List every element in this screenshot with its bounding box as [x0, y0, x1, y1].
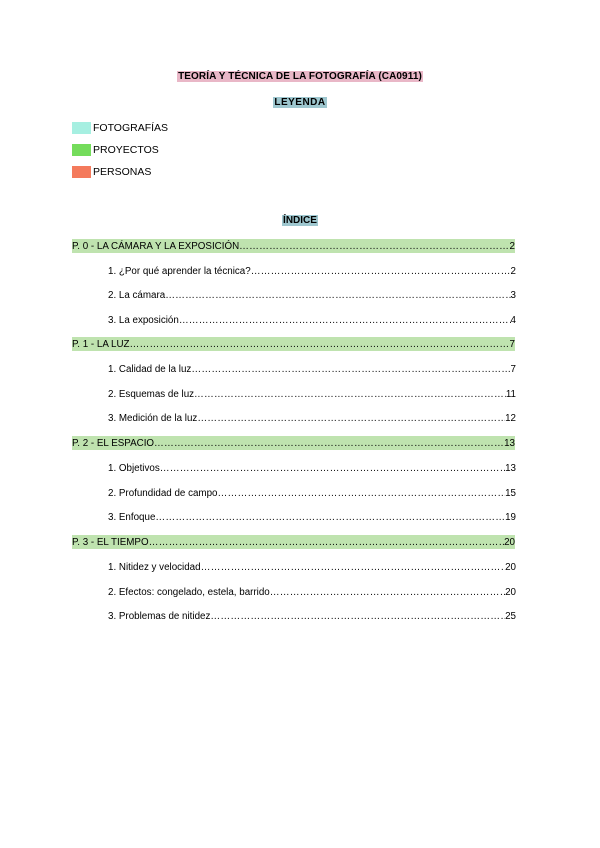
toc-page-number: 2 [510, 265, 516, 277]
toc-page-number: 11 [505, 388, 516, 400]
legend-swatch [72, 144, 91, 156]
legend-label: FOTOGRAFÍAS [93, 122, 169, 134]
document-title: TEORÍA Y TÉCNICA DE LA FOTOGRAFÍA (CA0911) [178, 71, 422, 82]
toc-page-number: 12 [505, 412, 516, 424]
toc-leader [197, 413, 505, 424]
toc-entry-2-1[interactable]: 1. Objetivos …………………………………………………………………………………………………………………………………………………………………………………… 13 [108, 461, 516, 475]
toc-page-number: 20 [504, 536, 515, 548]
toc-leader [191, 364, 510, 375]
toc-part-3[interactable]: P. 3 - EL TIEMPO …………………………………………………………………………………………………………………………………………………………………………………… 20 [72, 535, 515, 549]
toc-leader [270, 587, 505, 598]
legend-item-fotografias [72, 122, 168, 134]
toc-page-number: 13 [505, 462, 516, 474]
toc-leader [149, 537, 505, 548]
legend-item-proyectos [72, 144, 159, 156]
toc-leader [179, 315, 511, 326]
toc-page-number: 3 [510, 289, 516, 301]
toc-entry-3-1[interactable]: 1. Nitidez y velocidad …………………………………………………………………………………………………………………………………………………………………………………… 20 [108, 560, 516, 574]
toc-leader [251, 266, 511, 277]
toc-leader [217, 488, 505, 499]
toc-entry-0-2[interactable]: 2. La cámara …………………………………………………………………………………………………………………………………………………………………………………… 3 [108, 288, 516, 302]
toc-part-0[interactable]: P. 0 - LA CÁMARA Y LA EXPOSICIÓN …………………………………………………………………………………………………………………………………………………………………………………… 2 [72, 239, 515, 253]
legend-swatch [72, 166, 91, 178]
toc-entry-1-3[interactable]: 3. Medición de la luz …………………………………………………………………………………………………………………………………………………………………………………… 12 [108, 411, 516, 425]
toc-entry-0-1[interactable]: 1. ¿Por qué aprender la técnica? …………………………………………………………………………………………………………………………………………………………………………………… 2 [108, 264, 516, 278]
toc-page-number: 7 [509, 338, 515, 350]
legend-item-personas [72, 166, 151, 178]
toc-part-1[interactable]: P. 1 - LA LUZ …………………………………………………………………………………………………………………………………………………………………………………… 7 [72, 337, 515, 351]
toc-page-number: 13 [504, 437, 515, 449]
toc-page-number: 20 [505, 586, 516, 598]
toc-page-number: 7 [510, 363, 516, 375]
toc-page-number: 25 [505, 610, 516, 622]
legend-label: PROYECTOS [93, 144, 159, 156]
legend-label: PERSONAS [93, 166, 152, 178]
toc-leader [210, 611, 505, 622]
legend-heading: LEYENDA [274, 97, 326, 108]
toc-leader [239, 241, 509, 252]
toc-leader [130, 339, 510, 350]
toc-leader [155, 512, 505, 523]
toc-part-2[interactable]: P. 2 - EL ESPACIO …………………………………………………………………………………………………………………………………………………………………………………… 13 [72, 436, 515, 450]
toc-leader [165, 290, 510, 301]
toc-page-number: 4 [510, 314, 516, 326]
legend-swatch [72, 122, 91, 134]
toc-page-number: 19 [505, 511, 516, 523]
toc-leader [160, 463, 505, 474]
toc-entry-0-3[interactable]: 3. La exposición …………………………………………………………………………………………………………………………………………………………………………………… 4 [108, 313, 516, 327]
toc-entry-1-1[interactable]: 1. Calidad de la luz …………………………………………………………………………………………………………………………………………………………………………………… 7 [108, 362, 516, 376]
toc-page-number: 15 [505, 487, 516, 499]
index-heading: ÍNDICE [283, 215, 317, 226]
toc-leader [194, 389, 506, 400]
toc-entry-3-2[interactable]: 2. Efectos: congelado, estela, barrido …………………………………………………………………………………………………………………………………………………………………………………… 20 [108, 585, 516, 599]
toc-entry-2-3[interactable]: 3. Enfoque …………………………………………………………………………………………………………………………………………………………………………………… 19 [108, 510, 516, 524]
toc-entry-1-2[interactable]: 2. Esquemas de luz …………………………………………………………………………………………………………………………………………………………………………………… 11 [108, 387, 516, 401]
toc-leader [154, 438, 504, 449]
toc-page-number: 2 [509, 240, 515, 252]
toc-page-number: 20 [505, 561, 516, 573]
toc-leader [201, 562, 506, 573]
toc-entry-2-2[interactable]: 2. Profundidad de campo …………………………………………………………………………………………………………………………………………………………………………………… 15 [108, 486, 516, 500]
toc-entry-3-3[interactable]: 3. Problemas de nitidez …………………………………………………………………………………………………………………………………………………………………………………… 25 [108, 609, 516, 623]
